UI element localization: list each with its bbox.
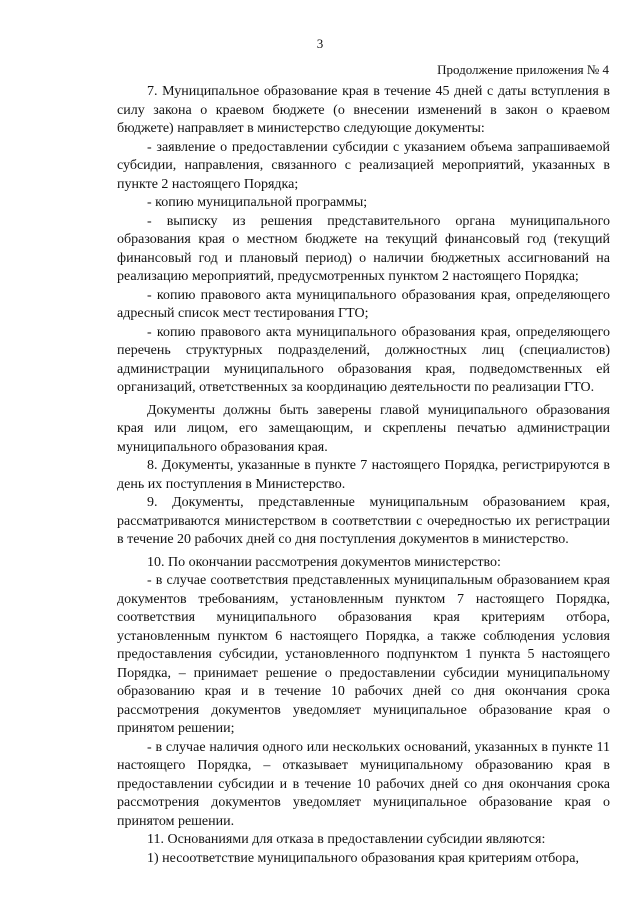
document-body	[117, 83, 610, 868]
list-item-responsible-units: - копию правового акта муниципального образования края, определяющего перечень структурных подразделений, должностных лиц (специалистов) администрации муниципального образования края, подведомственных ей организаций, ответственных за координацию деятельности по реализации ГТО.	[117, 324, 610, 395]
paragraph-item-11: 11. Основаниями для отказа в предоставлении субсидии являются:	[147, 832, 546, 847]
list-item-refusal-reason-1: 1) несоответствие муниципального образования края критериям отбора,	[147, 850, 579, 866]
paragraph-item-7: 7. Муниципальное образование края в течение 45 дней с даты вступления в силу закона о краевом бюджете (о внесении изменений в закон о краевом бюджете) направляет в министерство следующие документы:	[117, 84, 610, 136]
list-item-approval-decision: - в случае соответствия представленных муниципальным образованием края документов требованиям, установленным пунктом 7 настоящего Порядка, соответствия муниципального образования края критериям отбора, установленным пунктом 6 настоящего Порядка, а также соблюдения условия предоставления субсидии, установленного подпунктом 1 пункта 5 настоящего Порядка, – принимает решение о предоставлении субсидии муниципальному образованию края и в течение 10 рабочих дней со дня окончания срока рассмотрения документов уведомляет муниципальное образование края о принятом решении;	[117, 573, 610, 736]
page-number: 3	[316, 36, 324, 51]
paragraph-item-8: 8. Документы, указанные в пункте 7 настоящего Порядка, регистрируются в день их поступления в Министерство.	[117, 458, 610, 492]
list-item-application: - заявление о предоставлении субсидии с указанием объема запрашиваемой субсидии, направления, связанного с реализацией мероприятий, указанных в пункте 2 настоящего Порядка;	[117, 139, 610, 192]
list-item-program-copy: - копию муниципальной программы;	[147, 195, 368, 210]
paragraph-item-10: 10. По окончании рассмотрения документов министерство:	[147, 554, 501, 570]
appendix-continuation-note: Продолжение приложения № 4	[437, 62, 609, 77]
list-item-gto-address-list: - копию правового акта муниципального образования края, определяющего адресный список мест тестирования ГТО;	[117, 287, 610, 321]
list-item-budget-extract: - выписку из решения представительного органа муниципального образования края о местном бюджете на текущий финансовый год (текущий финансовый год и плановый период) о наличии бюджетных ассигнований на реализацию мероприятий, предусмотренных пунктом 2 настоящего Порядка;	[117, 213, 610, 284]
paragraph-certification: Документы должны быть заверены главой муниципального образования края или лицом, его замещающим, и скреплены печатью администрации муниципального образования края.	[117, 402, 610, 455]
paragraph-item-9: 9. Документы, представленные муниципальным образованием края, рассматриваются министерством в соответствии с очередностью их регистрации в течение 20 рабочих дней со дня поступления документов в министерство.	[117, 495, 610, 547]
list-item-refusal-decision: - в случае наличия одного или нескольких оснований, указанных в пункте 11 настоящего Порядка, – отказывает муниципальному образованию края в предоставлении субсидии и в течение 10 рабочих дней со дня окончания срока рассмотрения документов уведомляет муниципальное образование края о принятом решении.	[117, 739, 610, 829]
